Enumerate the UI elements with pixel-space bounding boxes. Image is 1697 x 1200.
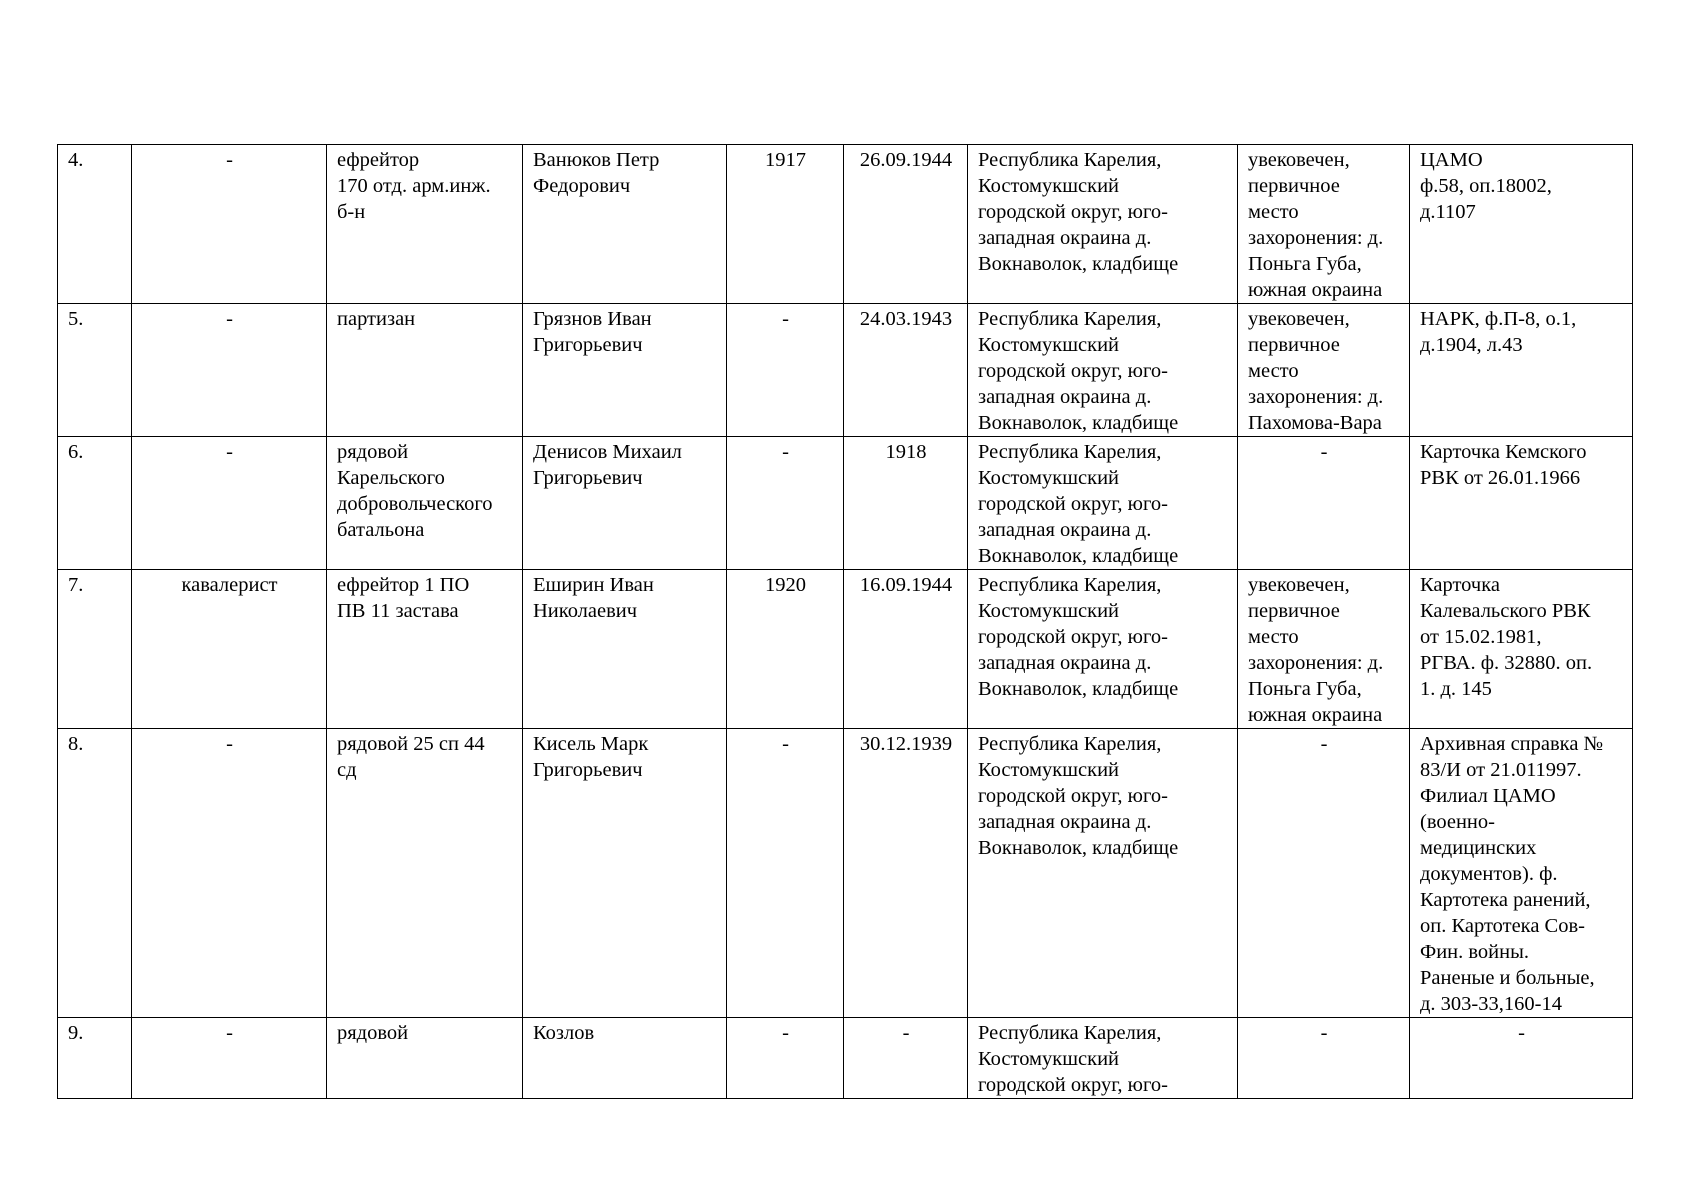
death-date-cell: - [844, 1018, 968, 1099]
specialty-cell: - [132, 304, 327, 437]
rank-unit-cell: рядовой [327, 1018, 523, 1099]
birth-year-cell: - [727, 729, 844, 1018]
source-cell: Карточка Кемского РВК от 26.01.1966 [1410, 437, 1633, 570]
specialty-cell: - [132, 729, 327, 1018]
rank-unit-cell: рядовой Карельского добровольческого батальона [327, 437, 523, 570]
burial-place-cell: Республика Карелия, Костомукшский городской округ, юго- западная окраина д. Вокнаволок, кладбище [968, 570, 1238, 729]
birth-year-cell: - [727, 437, 844, 570]
rank-unit-cell: ефрейтор 170 отд. арм.инж. б-н [327, 145, 523, 304]
rank-unit-cell: ефрейтор 1 ПО ПВ 11 застава [327, 570, 523, 729]
burial-place-cell: Республика Карелия, Костомукшский городской округ, юго- западная окраина д. Вокнаволок, кладбище [968, 437, 1238, 570]
full-name-cell: Ванюков Петр Федорович [523, 145, 727, 304]
row-number-cell: 6. [58, 437, 132, 570]
full-name-cell: Козлов [523, 1018, 727, 1099]
death-date-cell: 16.09.1944 [844, 570, 968, 729]
death-date-cell: 24.03.1943 [844, 304, 968, 437]
birth-year-cell: 1917 [727, 145, 844, 304]
burial-place-cell: Республика Карелия, Костомукшский городской округ, юго- [968, 1018, 1238, 1099]
memorial-status-cell: - [1238, 437, 1410, 570]
death-date-cell: 1918 [844, 437, 968, 570]
memorial-status-cell: - [1238, 1018, 1410, 1099]
birth-year-cell: 1920 [727, 570, 844, 729]
row-number-cell: 7. [58, 570, 132, 729]
memorial-status-cell: увековечен, первичное место захоронения: д. Пахомова-Вара [1238, 304, 1410, 437]
specialty-cell: - [132, 1018, 327, 1099]
specialty-cell: кавалерист [132, 570, 327, 729]
source-cell: НАРК, ф.П-8, о.1, д.1904, л.43 [1410, 304, 1633, 437]
memorial-status-cell: увековечен, первичное место захоронения: д. Поньга Губа, южная окраина [1238, 145, 1410, 304]
full-name-cell: Грязнов Иван Григорьевич [523, 304, 727, 437]
table-row [58, 729, 1633, 1018]
burial-place-cell: Республика Карелия, Костомукшский городской округ, юго- западная окраина д. Вокнаволок, кладбище [968, 304, 1238, 437]
death-date-cell: 26.09.1944 [844, 145, 968, 304]
birth-year-cell: - [727, 304, 844, 437]
source-cell: Карточка Калевальского РВК от 15.02.1981, РГВА. ф. 32880. оп. 1. д. 145 [1410, 570, 1633, 729]
birth-year-cell: - [727, 1018, 844, 1099]
burial-records-table [57, 144, 1633, 1099]
source-cell: - [1410, 1018, 1633, 1099]
specialty-cell: - [132, 437, 327, 570]
table-row [58, 437, 1633, 570]
row-number-cell: 8. [58, 729, 132, 1018]
table-row [58, 570, 1633, 729]
rank-unit-cell: партизан [327, 304, 523, 437]
burial-place-cell: Республика Карелия, Костомукшский городской округ, юго- западная окраина д. Вокнаволок, кладбище [968, 729, 1238, 1018]
memorial-status-cell: увековечен, первичное место захоронения: д. Поньга Губа, южная окраина [1238, 570, 1410, 729]
table-row [58, 1018, 1633, 1099]
full-name-cell: Еширин Иван Николаевич [523, 570, 727, 729]
full-name-cell: Кисель Марк Григорьевич [523, 729, 727, 1018]
rank-unit-cell: рядовой 25 сп 44 сд [327, 729, 523, 1018]
source-cell: ЦАМО ф.58, оп.18002, д.1107 [1410, 145, 1633, 304]
table-row [58, 145, 1633, 304]
source-cell: Архивная справка № 83/И от 21.011997. Филиал ЦАМО (военно- медицинских документов). ф. Картотека ранений, оп. Картотека Сов- Фин. войны. Раненые и больные, д. 303-33,160-14 [1410, 729, 1633, 1018]
full-name-cell: Денисов Михаил Григорьевич [523, 437, 727, 570]
death-date-cell: 30.12.1939 [844, 729, 968, 1018]
row-number-cell: 4. [58, 145, 132, 304]
specialty-cell: - [132, 145, 327, 304]
row-number-cell: 5. [58, 304, 132, 437]
row-number-cell: 9. [58, 1018, 132, 1099]
burial-place-cell: Республика Карелия, Костомукшский городской округ, юго- западная окраина д. Вокнаволок, кладбище [968, 145, 1238, 304]
memorial-status-cell: - [1238, 729, 1410, 1018]
table-row [58, 304, 1633, 437]
